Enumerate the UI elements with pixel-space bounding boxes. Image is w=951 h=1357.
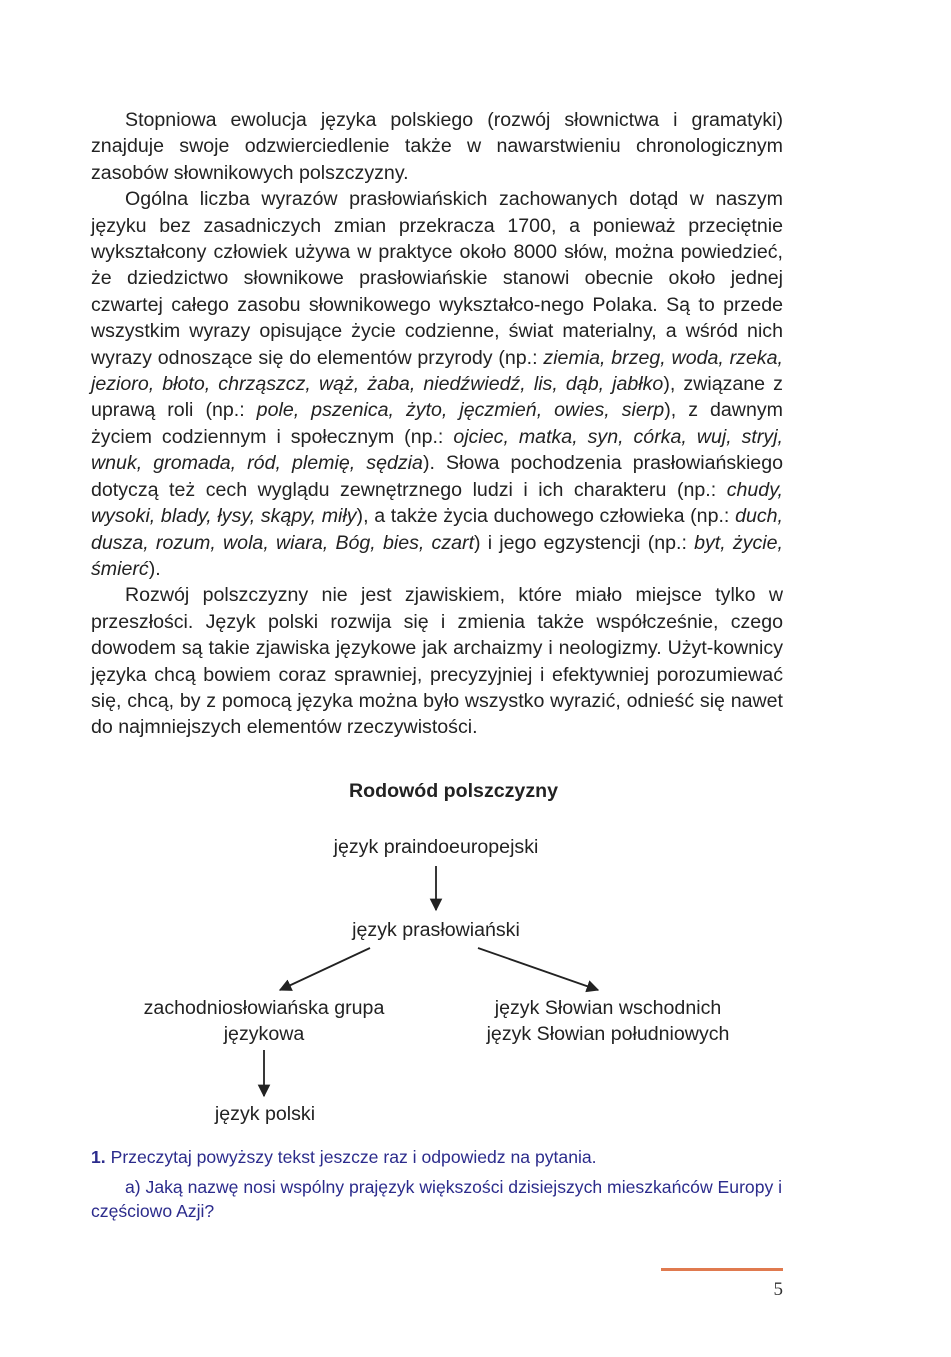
node-proto-slavic: język prasłowiański: [352, 919, 520, 941]
text-run: ).: [148, 557, 161, 580]
page-number: 5: [773, 1279, 783, 1300]
task-instruction: [91, 1145, 783, 1169]
node-west-slavic-line1: zachodniosłowiańska grupa: [143, 997, 385, 1019]
example-words: ziemia, brzeg, woda, rzeka, jezioro, błoto, chrząszcz, wąż, żaba, niedźwiedź, lis, dąb, jabłko: [91, 346, 783, 396]
example-words: duch, dusza, rozum, wola, wiara, Bóg, bies, czart: [91, 505, 783, 554]
task-number: 1.: [91, 1147, 106, 1167]
example-words: chudy, wysoki, blady, łysy, skąpy, miły: [91, 478, 783, 528]
node-polish: język polski: [214, 1103, 316, 1125]
node-east-slavic: język Słowian wschodnich: [494, 997, 722, 1019]
text-run: ). Słowa pochodzenia prasłowiańskiego dotyczą też cech wyglądu zewnętrznego ludzi i ich charakteru (np.:: [91, 452, 783, 501]
text-run: ) i jego egzystencji (np.:: [474, 531, 695, 554]
task-instruction-text: Przeczytaj powyższy tekst jeszcze raz i odpowiedz na pytania.: [110, 1147, 597, 1167]
example-words: pole, pszenica, żyto, jęczmień, owies, sierp: [256, 399, 665, 422]
arrow-to-west-slavic: [280, 948, 370, 990]
node-proto-indo-european: język praindoeuropejski: [333, 836, 539, 858]
node-south-slavic: język Słowian południowych: [486, 1023, 730, 1045]
node-west-slavic-line2: językowa: [223, 1023, 305, 1045]
text-run: Rozwój polszczyzny nie jest zjawiskiem, które miało miejsce tylko w przeszłości. Język polski rozwija się i zmienia także współcześnie, czego dowodem są takie zjawiska językowe jak archaizmy i neologizmy. Użyt-kownicy języka chcą bowiem coraz sprawniej, precyzyjniej i efektywniej porozumiewać się, chcą, by z pomocą języka można było wszystko wyrazić, odnieść się nawet do najmniejszych elementów rzeczywistości.: [91, 584, 783, 739]
example-words: byt, życie, śmierć: [91, 531, 783, 580]
task-question-a: a) Jaką nazwę nosi wspólny prajęzyk większości dzisiejszych mieszkańców Europy i częściowo Azji?: [91, 1177, 783, 1221]
text-run: ), a także życia duchowego człowieka (np.:: [356, 505, 736, 528]
text-run: Ogólna liczba wyrazów prasłowiańskich zachowanych dotąd w naszym języku bez zasadniczych zmian przekracza 1700, a ponieważ przeciętnie wykształcony człowiek używa w praktyce około 8000 słów, można powiedzieć, że dziedzictwo słownikowe prasłowiańskie stanowi obecnie około jednej czwartej całego zasobu słownikowego wykształco-nego Polaka. Są to przede wszystkim wyrazy opisujące życie codzienne, świat materialny, a wśród nich wyrazy odnoszące się do elementów przyrody (np.:: [91, 188, 783, 369]
example-words: ojciec, matka, syn, córka, wuj, stryj, wnuk, gromada, ród, plemię, sędzia: [91, 425, 783, 475]
text-run: ), z dawnym życiem codziennym i społecznym (np.:: [91, 399, 783, 448]
arrow-to-east-south-slavic: [478, 948, 598, 990]
text-run: Stopniowa ewolucja języka polskiego (rozwój słownictwa i gramatyki) znajduje swoje odzwierciedlenie także w nawarstwieniu chronologicznym zasobów słownikowych polszczyzny.: [91, 109, 783, 184]
page-number-rule: [661, 1268, 783, 1271]
family-tree-title: Rodowód polszczyzny: [348, 780, 558, 802]
text-run: ), związane z uprawą roli (np.:: [91, 373, 783, 422]
